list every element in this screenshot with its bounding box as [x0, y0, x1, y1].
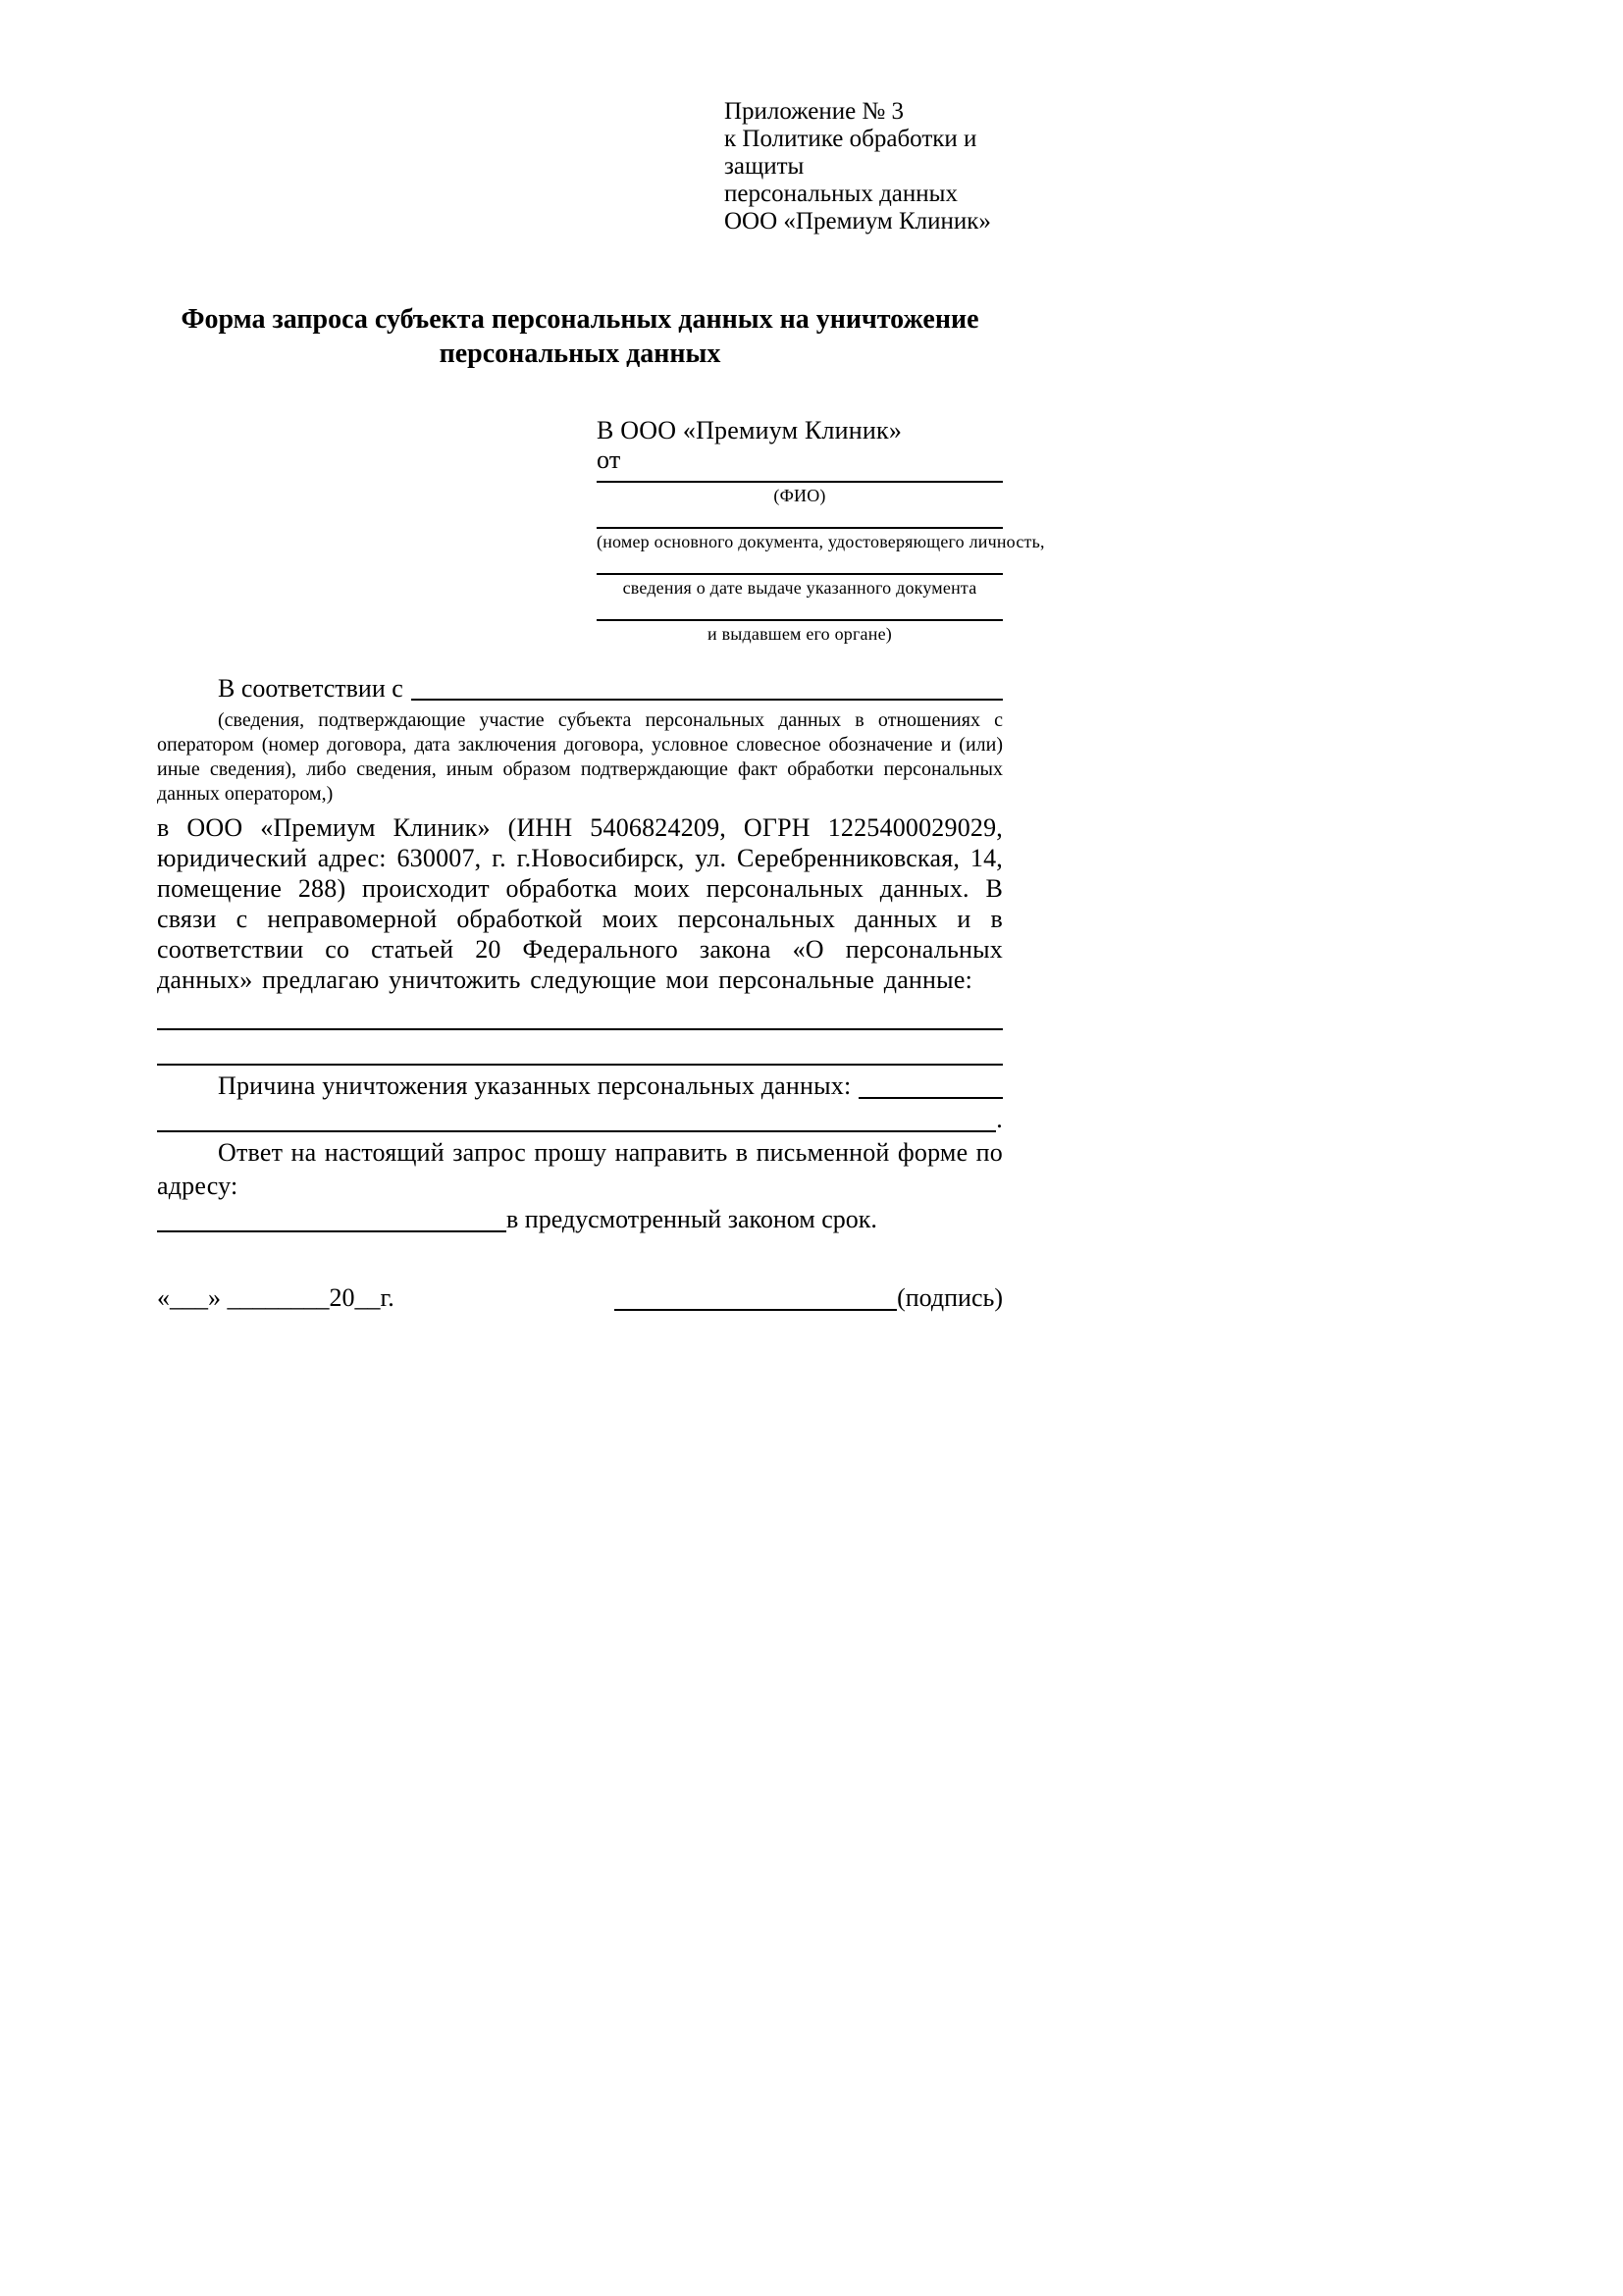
fio-blank-line [597, 475, 1003, 483]
main-paragraph: в ООО «Премиум Клиник» (ИНН 5406824209, ОГРН 1225400029029, юридический адрес: 630007, г. г.Новосибирск, ул. Серебренниковская, 14, помещение 288) происходит обработка моих персональных данных. В связи с неправомерной обработкой моих персональных данных и в соответствии со статьей 20 Федерального закона «О персональных данных» предлагаю уничтожить следующие мои персональные данные: [157, 813, 1003, 994]
reason-continuation-row [157, 1103, 1003, 1136]
reason-continuation-blank-line [157, 1103, 996, 1132]
accordance-label: В соответствии с [218, 674, 403, 703]
title-line-2: персональных данных [439, 339, 721, 369]
addressee-block [597, 416, 1045, 644]
answer-term-text: в предусмотренный законом срок. [506, 1205, 877, 1233]
fio-caption: (ФИО) [773, 486, 826, 505]
doc-date-caption: сведения о дате выдаче указанного документа [622, 578, 977, 598]
footer-row [157, 1281, 1003, 1315]
reason-row [157, 1070, 1003, 1103]
document-title [157, 302, 1003, 371]
reason-label: Причина уничтожения указанных персональных данных: [218, 1071, 852, 1100]
addressee-to: В ООО «Премиум Клиник» [597, 416, 903, 444]
doc-authority-caption: и выдавшем его органе) [707, 624, 892, 644]
answer-request-line: Ответ на настоящий запрос прошу направить в письменной форме по адресу: [157, 1138, 1003, 1200]
header-line-2: к Политике обработки и защиты [724, 126, 977, 180]
doc-authority-blank-line [597, 598, 1003, 621]
answer-address-blank-line [157, 1203, 506, 1232]
header-line-3: персональных данных [724, 181, 958, 207]
accordance-row [157, 673, 1003, 704]
reason-blank-line [859, 1070, 1003, 1099]
header-line-4: ООО «Премиум Клиник» [724, 208, 991, 235]
title-line-1: Форма запроса субъекта персональных данных на уничтожение [181, 304, 979, 335]
answer-address-row [157, 1203, 1003, 1236]
header-block [724, 98, 1003, 235]
doc-number-caption: (номер основного документа, удостоверяющего личность, [597, 532, 1045, 551]
reason-period: . [996, 1105, 1003, 1133]
accordance-note: (сведения, подтверждающие участие субъекта персональных данных в отношениях с оператором (номер договора, дата заключения договора, условное словесное обозначение и (или) иные сведения), либо сведения, иным образом подтверждающие факт обработки персональных данных оператором,) [157, 709, 1003, 805]
signature-blank-line [614, 1281, 897, 1311]
doc-date-blank-line [597, 551, 1003, 575]
personal-data-blank-line-1 [157, 995, 1003, 1030]
date-line: «___» ________20__г. [157, 1283, 394, 1312]
personal-data-blank-line-2 [157, 1030, 1003, 1066]
addressee-from: от [597, 445, 621, 474]
accordance-blank-line [411, 673, 1003, 701]
doc-number-blank-line [597, 505, 1003, 529]
signature-group [614, 1281, 1003, 1315]
signature-caption: (подпись) [897, 1283, 1003, 1312]
document-content [157, 0, 1045, 1315]
header-line-1: Приложение № 3 [724, 98, 905, 125]
